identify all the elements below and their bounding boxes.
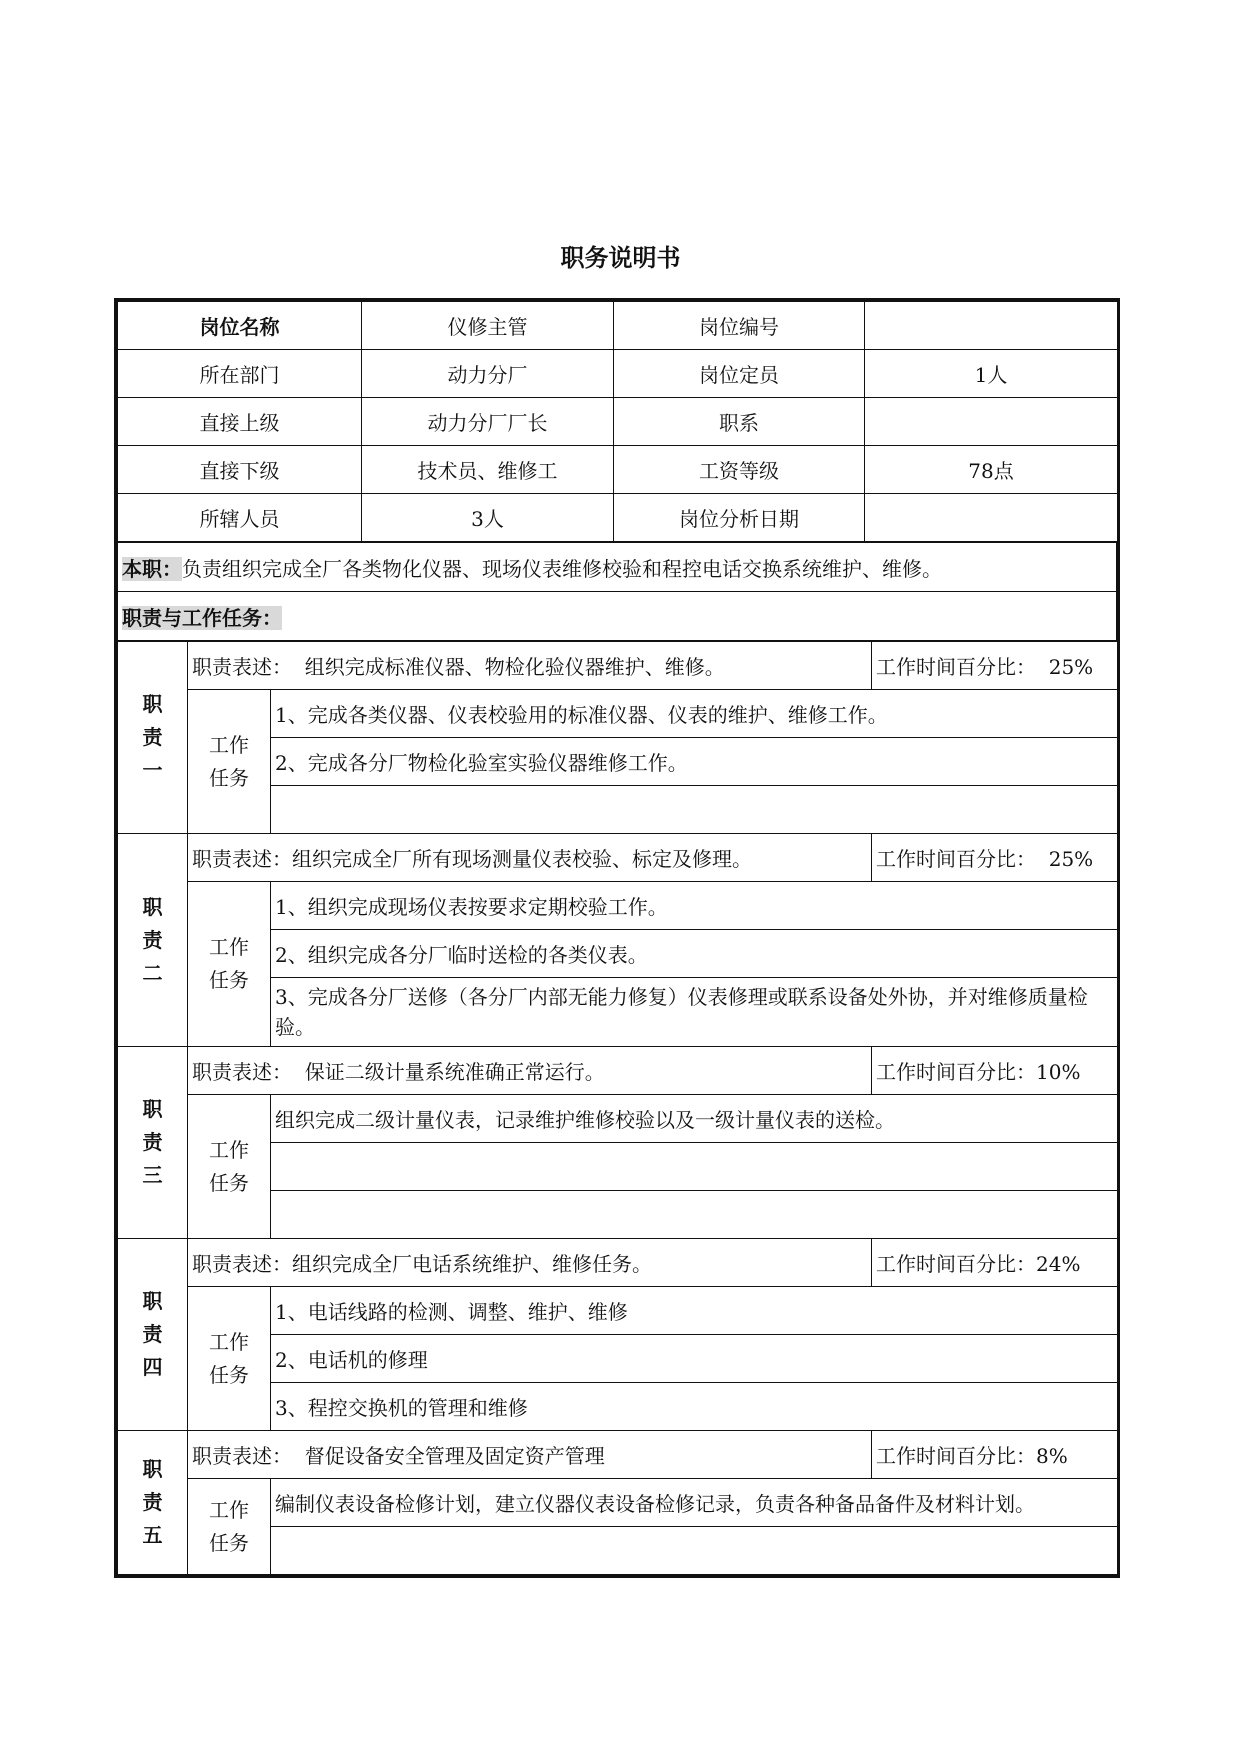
summary-row: [118, 543, 1117, 592]
task-item: 3、程控交换机的管理和维修: [271, 1383, 1118, 1431]
duty-label-char: 职: [142, 1097, 163, 1121]
task-label: [188, 1095, 271, 1239]
duty-label: [118, 642, 188, 834]
info-label: 工资等级: [614, 446, 865, 494]
info-label: 所在部门: [118, 350, 362, 398]
duties-table: [117, 641, 1118, 1575]
task-label-line: 任务: [209, 1170, 249, 1195]
duty-desc-row: [118, 1239, 1118, 1287]
info-label: 所辖人员: [118, 494, 362, 542]
task-label-line: 任务: [209, 968, 249, 992]
duty-time-percent: 工作时间百分比： 25%: [872, 834, 1118, 882]
task-item: 1、电话线路的检测、调整、维护、维修: [271, 1287, 1118, 1335]
task-label-line: 工作: [209, 732, 249, 757]
info-value: 3人: [362, 494, 614, 542]
duty-label-char: 责: [142, 927, 163, 952]
info-value: 技术员、维修工: [362, 446, 614, 494]
task-label-line: 工作: [209, 1329, 249, 1354]
task-row: [118, 882, 1118, 930]
duty-label-char: 责: [142, 1130, 163, 1154]
task-label: [188, 1479, 271, 1575]
task-label: [188, 1287, 271, 1431]
info-label: 岗位名称: [118, 302, 362, 350]
duties-header: 职责与工作任务：: [122, 605, 282, 630]
task-item: 2、电话机的修理: [271, 1335, 1118, 1383]
summary-text: 负责组织完成全厂各类物化仪器、现场仪表维修校验和程控电话交换系统维护、维修。: [182, 556, 942, 581]
task-item: [271, 786, 1118, 834]
task-row: [118, 1095, 1118, 1143]
duty-label-char: 四: [142, 1355, 163, 1379]
info-value: 动力分厂: [362, 350, 614, 398]
duty-description: 职责表述： 保证二级计量系统准确正常运行。: [188, 1047, 872, 1095]
info-label: 直接下级: [118, 446, 362, 494]
duty-label: [118, 1239, 188, 1431]
info-label: 岗位分析日期: [614, 494, 865, 542]
page-title: 职务说明书: [560, 244, 681, 272]
task-item: 1、完成各类仪器、仪表校验用的标准仪器、仪表的维护、维修工作。: [271, 690, 1118, 738]
task-item: 编制仪表设备检修计划，建立仪器仪表设备检修记录，负责各种备品备件及材料计划。: [271, 1479, 1118, 1527]
task-label: [188, 882, 271, 1047]
duty-desc-row: [118, 1431, 1118, 1479]
duty-label-char: 职: [142, 692, 163, 716]
info-row: [118, 446, 1118, 494]
task-label-line: 工作: [209, 1497, 249, 1522]
duty-description: 职责表述： 督促设备安全管理及固定资产管理: [188, 1431, 872, 1479]
summary-label: 本职：: [122, 556, 182, 581]
info-row: [118, 302, 1118, 350]
task-label-line: 任务: [209, 765, 249, 790]
info-label: 直接上级: [118, 398, 362, 446]
info-value: [865, 494, 1118, 542]
duty-label-char: 五: [142, 1523, 163, 1547]
duty-label-char: 责: [142, 725, 163, 749]
duty-label: [118, 834, 188, 1047]
duty-label-char: 职: [142, 1457, 163, 1481]
duty-label-char: 责: [142, 1322, 163, 1346]
duty-desc-row: [118, 834, 1118, 882]
duty-time-percent: 工作时间百分比：8%: [872, 1431, 1118, 1479]
duty-label-char: 责: [142, 1490, 163, 1514]
task-row: [118, 1479, 1118, 1527]
task-item: 3、完成各分厂送修（各分厂内部无能力修复）仪表修理或联系设备处外协，并对维修质量检验。: [271, 978, 1118, 1047]
info-row: [118, 494, 1118, 542]
duty-description: 职责表述：组织完成全厂所有现场测量仪表校验、标定及修理。: [188, 834, 872, 882]
job-description-form: [114, 298, 1120, 1578]
info-row: [118, 398, 1118, 446]
task-label-line: 工作: [209, 935, 249, 959]
duty-description: 职责表述： 组织完成标准仪器、物检化验仪器维护、维修。: [188, 642, 872, 690]
info-value: [865, 398, 1118, 446]
duty-label: [118, 1047, 188, 1239]
task-row: [118, 1287, 1118, 1335]
task-item: [271, 1143, 1118, 1191]
info-value: 78点: [865, 446, 1118, 494]
task-item: 2、组织完成各分厂临时送检的各类仪表。: [271, 930, 1118, 978]
info-value: 仪修主管: [362, 302, 614, 350]
task-row: [118, 690, 1118, 738]
duty-label-char: 二: [142, 960, 163, 985]
info-value: 动力分厂厂长: [362, 398, 614, 446]
duty-label: [118, 1431, 188, 1575]
task-item: [271, 1527, 1118, 1575]
info-row: [118, 350, 1118, 398]
duty-label-char: 职: [142, 894, 163, 919]
task-label-line: 任务: [209, 1362, 249, 1387]
task-label: [188, 690, 271, 834]
duty-label-char: 三: [142, 1163, 163, 1187]
duty-time-percent: 工作时间百分比：24%: [872, 1239, 1118, 1287]
info-value: 1人: [865, 350, 1118, 398]
task-item: 2、完成各分厂物检化验室实验仪器维修工作。: [271, 738, 1118, 786]
info-label: 岗位定员: [614, 350, 865, 398]
info-label: 职系: [614, 398, 865, 446]
duty-description: 职责表述：组织完成全厂电话系统维护、维修任务。: [188, 1239, 872, 1287]
info-table: [117, 301, 1118, 542]
task-label-line: 工作: [209, 1137, 249, 1162]
duty-desc-row: [118, 1047, 1118, 1095]
summary-table: [117, 542, 1117, 641]
info-value: [865, 302, 1118, 350]
info-label: 岗位编号: [614, 302, 865, 350]
task-item: 1、组织完成现场仪表按要求定期校验工作。: [271, 882, 1118, 930]
task-item: 组织完成二级计量仪表，记录维护维修校验以及一级计量仪表的送检。: [271, 1095, 1118, 1143]
duty-time-percent: 工作时间百分比： 25%: [872, 642, 1118, 690]
duty-label-char: 职: [142, 1289, 163, 1313]
duty-time-percent: 工作时间百分比：10%: [872, 1047, 1118, 1095]
duty-label-char: 一: [142, 758, 163, 782]
duty-desc-row: [118, 642, 1118, 690]
task-label-line: 任务: [209, 1530, 249, 1555]
task-item: [271, 1191, 1118, 1239]
duties-header-row: [118, 592, 1117, 641]
